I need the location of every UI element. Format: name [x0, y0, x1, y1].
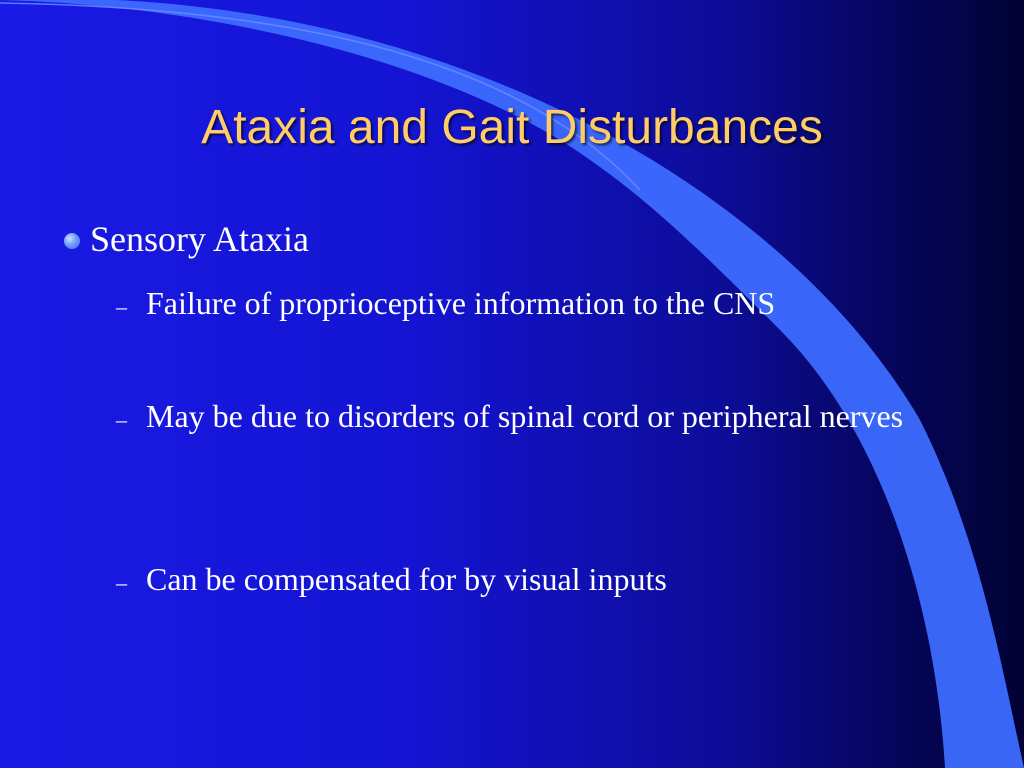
dash-bullet-icon: –: [116, 407, 127, 432]
slide-title: Ataxia and Gait Disturbances: [201, 101, 823, 154]
bullet-sensory-ataxia: [64, 218, 309, 260]
bullet-label: Sensory Ataxia: [90, 219, 309, 259]
sub-bullet-text: May be due to disorders of spinal cord or peripheral nerves: [146, 398, 904, 434]
sub-bullet-text: Failure of proprioceptive information to the CNS: [146, 285, 776, 321]
sub-bullet: [116, 393, 986, 439]
circle-bullet-icon: [64, 233, 80, 249]
sub-bullet: [116, 556, 996, 602]
dash-bullet-icon: –: [116, 570, 127, 595]
dash-bullet-icon: –: [116, 294, 127, 319]
sub-bullet: [116, 280, 996, 326]
sub-bullet-text: Can be compensated for by visual inputs: [146, 561, 667, 597]
